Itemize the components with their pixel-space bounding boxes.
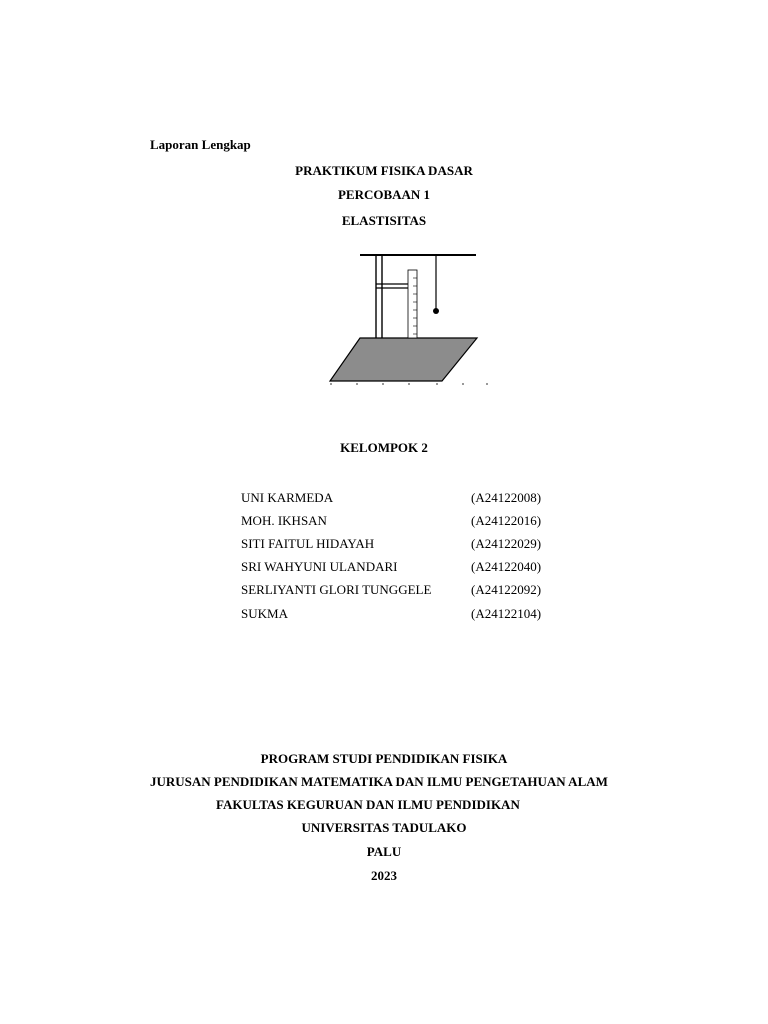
member-id: (A24122029) [471,536,542,551]
apparatus-base [330,338,477,381]
member-name: SUKMA [241,606,288,621]
experiment-title: ELASTISITAS [341,213,427,228]
member-id: (A24122040) [471,559,542,574]
elasticity-apparatus-icon [326,244,506,388]
university: UNIVERSITAS TADULAKO [301,820,467,835]
hanging-weight [433,308,439,314]
member-id: (A24122104) [471,606,542,621]
department: JURUSAN PENDIDIKAN MATEMATIKA DAN ILMU PENGETAHUAN ALAM [150,774,608,789]
practicum-title: PRAKTIKUM FISIKA DASAR [295,163,473,178]
member-id: (A24122092) [471,582,542,597]
member-id: (A24122016) [471,513,542,528]
study-program: PROGRAM STUDI PENDIDIKAN FISIKA [260,751,508,766]
report-label: Laporan Lengkap [150,137,251,152]
year: 2023 [371,868,397,883]
city: PALU [366,844,402,859]
member-name: SERLIYANTI GLORI TUNGGELE [241,582,432,597]
group-title: KELOMPOK 2 [340,440,428,455]
member-name: SITI FAITUL HIDAYAH [241,536,375,551]
member-name: SRI WAHYUNI ULANDARI [241,559,398,574]
member-id: (A24122008) [471,490,542,505]
experiment-number: PERCOBAAN 1 [337,187,431,202]
measurement-scale [408,270,417,338]
faculty: FAKULTAS KEGURUAN DAN ILMU PENDIDIKAN [216,797,520,812]
member-name: UNI KARMEDA [241,490,334,505]
member-name: MOH. IKHSAN [241,513,327,528]
